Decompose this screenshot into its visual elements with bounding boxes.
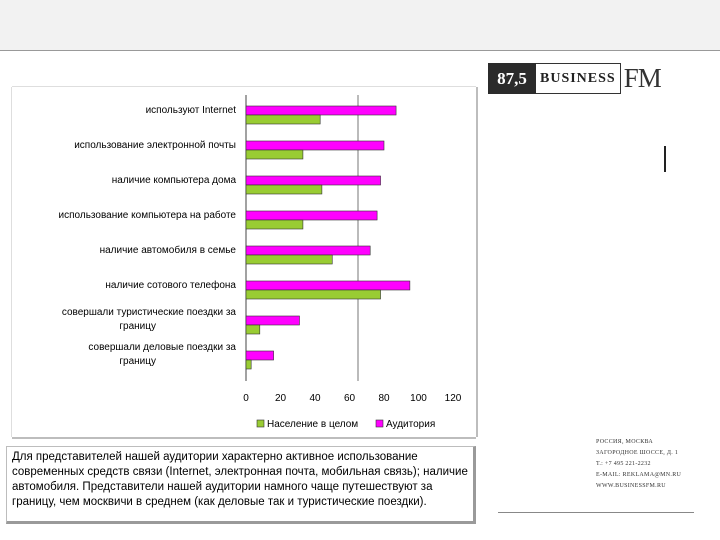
x-tick-label: 60 [343, 393, 356, 404]
bar-population [246, 115, 320, 124]
bar-audience [246, 246, 370, 255]
logo-frequency: 87,5 [488, 63, 536, 94]
bar-chart [12, 87, 476, 437]
legend-label-population: Население в целом [267, 419, 359, 430]
bar-population [246, 290, 381, 299]
x-tick-label: 0 [243, 393, 249, 404]
bar-population [246, 325, 260, 334]
contact-line: E-MAIL: REKLAMA@MN.RU [596, 472, 682, 478]
x-tick-label: 80 [378, 393, 390, 404]
bar-population [246, 360, 251, 369]
category-label: наличие автомобиля в семье [99, 245, 236, 256]
x-tick-label: 100 [410, 393, 427, 404]
category-label: наличие компьютера дома [111, 175, 236, 186]
bar-audience [246, 211, 377, 220]
category-label: использование компьютера на работе [58, 210, 236, 221]
logo-fm-mark: FM [623, 63, 661, 93]
bar-population [246, 220, 303, 229]
bar-population [246, 185, 322, 194]
category-label: совершали туристические поездки за границу [61, 307, 236, 332]
contact-block [596, 437, 696, 492]
top-band [0, 0, 720, 51]
decorative-vertical-line [664, 146, 666, 172]
bar-audience [246, 176, 381, 185]
category-label: совершали деловые поездки за границу [88, 342, 236, 367]
contact-line: РОССИЯ, МОСКВА [596, 439, 654, 445]
logo-business-word: BUSINESS [536, 63, 621, 94]
contact-line: WWW.BUSINESSFM.RU [596, 483, 666, 489]
bar-audience [246, 316, 299, 325]
bar-audience [246, 351, 274, 360]
legend-swatch-audience [376, 420, 383, 427]
caption-text: Для представителей нашей аудитории характерно активное использование современных средств связи (Internet, электронная почта, мобильная связь); наличие автомобиля. Представители нашей аудитории намного чаще путешествуют за границу, чем москвичи в среднем (как деловые так и туристические поездки). [12, 451, 468, 508]
bar-audience [246, 281, 410, 290]
legend-label-audience: Аудитория [386, 419, 436, 430]
business-fm-logo [488, 63, 692, 94]
x-tick-label: 120 [444, 393, 462, 404]
bar-audience [246, 106, 396, 115]
caption-box [6, 446, 476, 524]
bar-population [246, 150, 303, 159]
category-label: использование электронной почты [74, 140, 236, 151]
contact-line: Т.: +7 495 221-2232 [596, 461, 651, 467]
legend-swatch-population [257, 420, 264, 427]
category-label: используют Internet [145, 105, 236, 116]
category-label: наличие сотового телефона [105, 280, 236, 291]
x-tick-label: 20 [274, 393, 287, 404]
x-tick-label: 40 [309, 393, 321, 404]
bar-audience [246, 141, 384, 150]
bottom-rule [498, 512, 694, 513]
bar-population [246, 255, 332, 264]
chart-panel [12, 87, 476, 437]
contact-line: ЗАГОРОДНОЕ ШОССЕ, Д. 1 [596, 450, 679, 456]
